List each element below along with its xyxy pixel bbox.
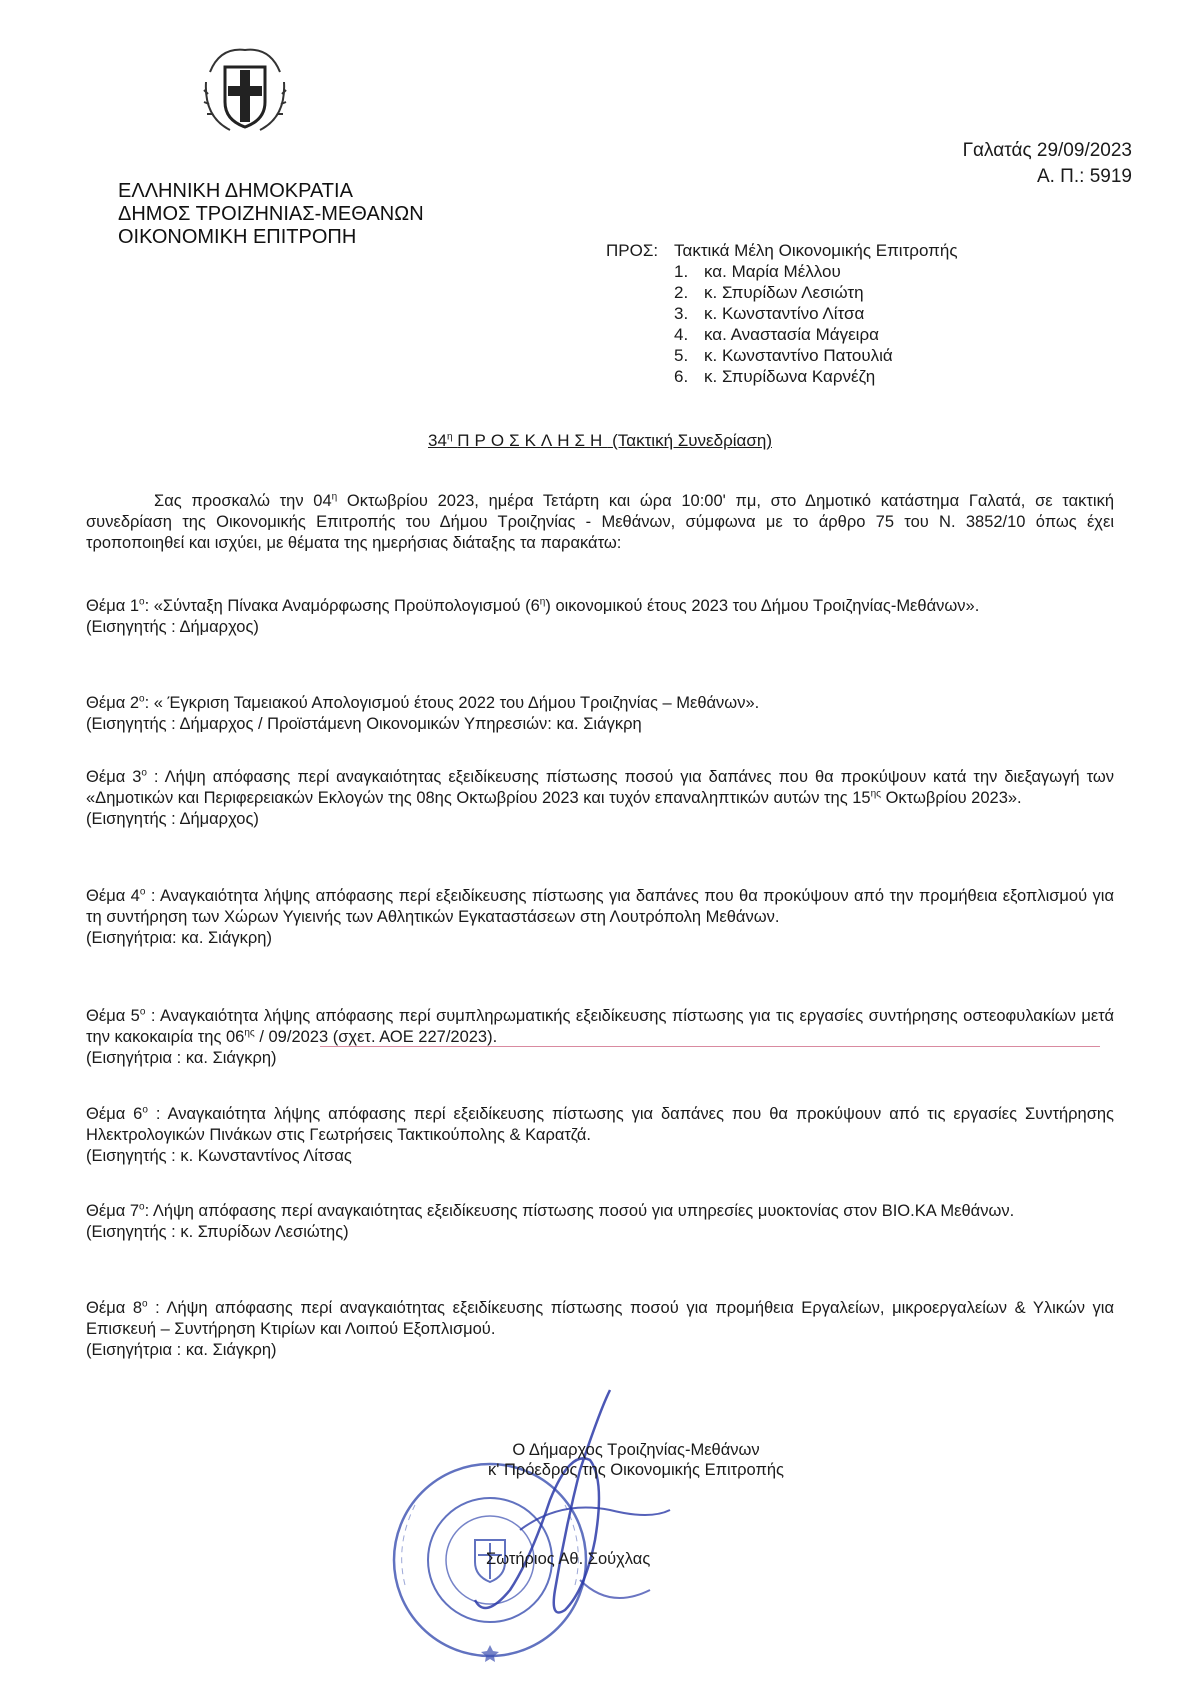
recipient-item: 4. κα. Αναστασία Μάγειρα bbox=[674, 325, 879, 344]
invitation-word: ΠΡΟΣΚΛΗΣΗ bbox=[457, 431, 608, 450]
agenda-topic-1: Θέμα $1^o$: «Σύνταξη Πίνακα Αναμόρφωσης Προϋπολογισμού $(6^\eta)$ οικονομικού έτους 2023 του Δήμου Τροιζηνίας-Μεθάνων». (Εισηγητής : Δήμαρχος) bbox=[86, 596, 1114, 638]
rapporteur: (Εισηγήτρια : κα. Σιάγκρη) bbox=[86, 1049, 277, 1067]
intro-paragraph: Σας προσκαλώ την $04^\eta$ Οκτωβρίου 2023, ημέρα Τετάρτη και ώρα 10:00' πμ, στο Δημοτικό κατάστημα Γαλατά, σε τακτική συνεδρίαση της Οικονομικής Επιτροπής του Δήμου Τροιζηνίας - Μεθάνων, σύμφωνα με το άρθρο 75 του Ν. 3852/10 όπως έχει τροποποιηθεί και ισχύει, με θέματα της ημερήσιας διάταξης τα παρακάτω: bbox=[86, 491, 1114, 552]
recipients-block bbox=[606, 240, 958, 387]
rapporteur: (Εισηγητής : κ. Σπυρίδων Λεσιώτης) bbox=[86, 1223, 349, 1241]
agenda-topic-4: Θέμα $4^o$ : Αναγκαιότητα λήψης απόφασης περί εξειδίκευσης πίστωσης για δαπάνες που θα προκύψουν από την προμήθεια εξοπλισμού για τη συντήρηση των Χώρων Υγιεινής των Αθλητικών Εγκαταστάσεων στη Λουτρόπολη Μεθάνων. (Εισηγήτρια: κα. Σιάγκρη) bbox=[86, 886, 1115, 947]
agenda-topic-5: Θέμα $5^o$ : Αναγκαιότητα λήψης απόφασης περί συμπληρωματικής εξειδίκευσης πίστωσης για τις εργασίες συντήρησης οστεοφυλακίων μετά την κακοκαιρία της $06^{\eta\varsigma} / 09/2023$ (σχετ. ΑΟΕ 227/2023). (Εισηγήτρια : κα. Σιάγκρη) bbox=[86, 1006, 1115, 1067]
date-protocol-block bbox=[963, 138, 1132, 190]
agenda-topic-8: Θέμα $8^o$ : Λήψη απόφασης περί αναγκαιότητας εξειδίκευσης πίστωσης ποσού για προμήθεια Εργαλείων, μικροεργαλείων & Υλικών για Επισκευή – Συντήρηση Κτιρίων και Λοιπού Εξοπλισμού. (Εισηγήτρια : κα. Σιάγκρη) bbox=[86, 1298, 1115, 1359]
org-line-1: ΕΛΛΗΝΙΚΗ ΔΗΜΟΚΡΑΤΙΑ bbox=[118, 180, 353, 202]
signer-name: Σωτήριος Αθ. Σούχλας bbox=[486, 1550, 651, 1568]
scan-artifact-line bbox=[320, 1046, 1100, 1047]
recipients-heading: Τακτικά Μέλη Οικονομικής Επιτροπής bbox=[674, 241, 958, 260]
agenda-topic-2: Θέμα $2^o$: « Έγκριση Ταμειακού Απολογισμού έτους 2022 του Δήμου Τροιζηνίας – Μεθάνων». (Εισηγητής : Δήμαρχος / Προϊστάμενη Οικονομικών Υπηρεσιών: κα. Σιάγκρη bbox=[86, 693, 1114, 735]
greek-coat-of-arms-icon bbox=[200, 42, 290, 142]
recipients-label: ΠΡΟΣ: bbox=[606, 241, 659, 260]
signoff-block bbox=[446, 1440, 826, 1480]
agenda-topic-6: Θέμα $6^o$ : Αναγκαιότητα λήψης απόφασης περί εξειδίκευσης πίστωσης για δαπάνες που θα προκύψουν από τις εργασίες Συντήρησης Ηλεκτρολογικών Πινάκων στις Γεωτρήσεις Τακτικούπολης & Καρατζά. (Εισηγητής : κ. Κωνσταντίνος Λίτσας bbox=[86, 1104, 1115, 1165]
handwritten-signature bbox=[460, 1380, 700, 1640]
rapporteur: (Εισηγήτρια : κα. Σιάγκρη) bbox=[86, 1341, 277, 1359]
recipient-item: 5. κ. Κωνσταντίνο Πατουλιά bbox=[674, 346, 893, 365]
org-line-3: ΟΙΚΟΝΟΜΙΚΗ ΕΠΙΤΡΟΠΗ bbox=[118, 226, 357, 248]
signoff-line-1: Ο Δήμαρχος Τροιζηνίας-Μεθάνων bbox=[512, 1441, 760, 1459]
organization-header bbox=[118, 180, 424, 249]
rapporteur: (Εισηγητής : Δήμαρχος) bbox=[86, 810, 259, 828]
invitation-kind: (Τακτική Συνεδρίαση) bbox=[612, 431, 772, 450]
org-line-2: ΔΗΜΟΣ ΤΡΟΙΖΗΝΙΑΣ-ΜΕΘΑΝΩΝ bbox=[118, 203, 424, 225]
recipient-item: 3. κ. Κωνσταντίνο Λίτσα bbox=[674, 304, 865, 323]
recipient-item: 1. κα. Μαρία Μέλλου bbox=[674, 262, 841, 281]
protocol-number: Α. Π.: 5919 bbox=[1036, 166, 1132, 187]
recipient-item: 2. κ. Σπυρίδων Λεσιώτη bbox=[674, 283, 864, 302]
rapporteur: (Εισηγήτρια: κα. Σιάγκρη) bbox=[86, 929, 272, 947]
agenda-topic-3: Θέμα $3^o$ : Λήψη απόφασης περί αναγκαιότητας εξειδίκευσης πίστωσης ποσού για δαπάνες που θα προκύψουν κατά την διεξαγωγή των «Δημοτικών και Περιφερειακών Εκλογών της 08ης Οκτωβρίου 2023 και τυχόν επαναληπτικών αυτών της $15^{\eta\varsigma}$ Οκτωβρίου 2023». (Εισηγητής : Δήμαρχος) bbox=[86, 767, 1115, 828]
rapporteur: (Εισηγητής : Δήμαρχος / Προϊστάμενη Οικονομικών Υπηρεσιών: κα. Σιάγκρη bbox=[86, 715, 642, 733]
invitation-title: $34^\eta$ ΠΡΟΣΚΛΗΣΗ (Τακτική Συνεδρίαση) bbox=[428, 431, 772, 450]
rapporteur: (Εισηγητής : κ. Κωνσταντίνος Λίτσας bbox=[86, 1147, 352, 1165]
rapporteur: (Εισηγητής : Δήμαρχος) bbox=[86, 618, 259, 636]
place-date: Γαλατάς 29/09/2023 bbox=[962, 140, 1132, 161]
recipient-item: 6. κ. Σπυρίδωνα Καρνέζη bbox=[674, 367, 876, 386]
agenda-topic-7: Θέμα $7^o$: Λήψη απόφασης περί αναγκαιότητας εξειδίκευσης πίστωσης ποσού για υπηρεσίες μυοκτονίας στον ΒΙΟ.ΚΑ Μεθάνων. (Εισηγητής : κ. Σπυρίδων Λεσιώτης) bbox=[86, 1201, 1114, 1243]
signoff-line-2: κ' Πρόεδρος της Οικονομικής Επιτροπής bbox=[487, 1461, 785, 1479]
